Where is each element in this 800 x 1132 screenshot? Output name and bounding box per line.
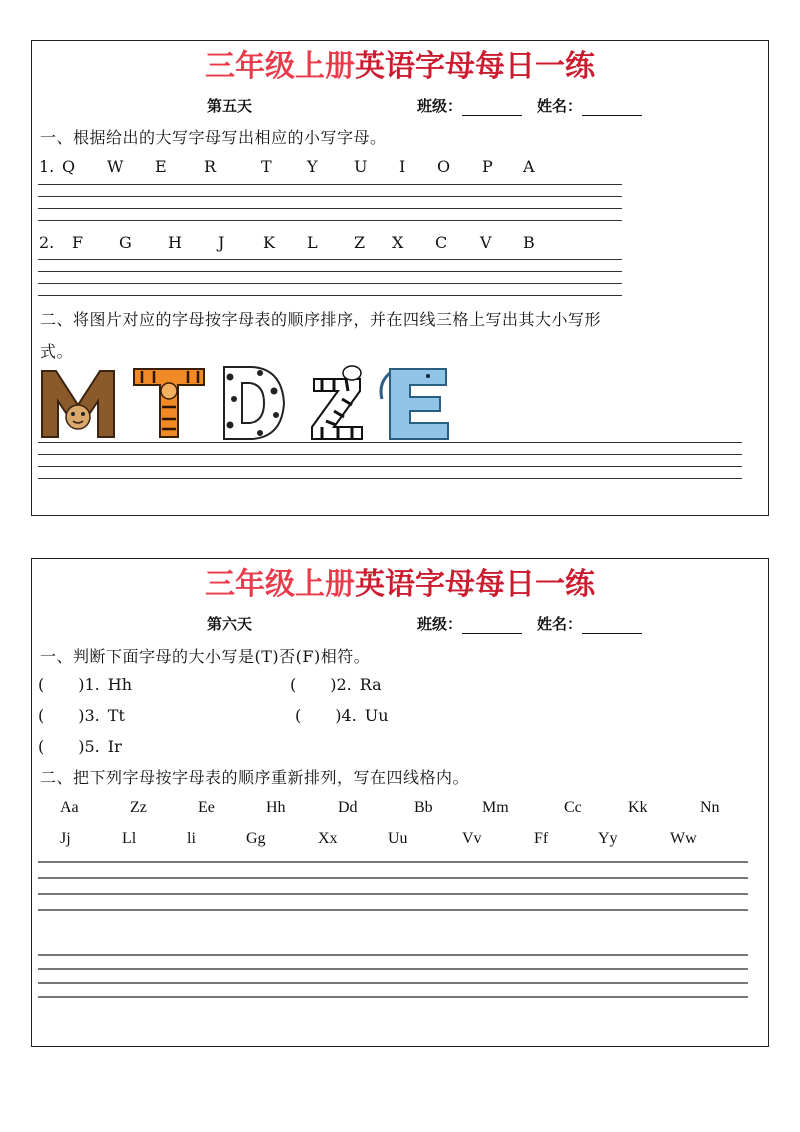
writing-line [38,968,748,970]
uppercase-letter: L [307,233,318,252]
writing-line [38,196,622,197]
uppercase-letter: J [218,233,225,252]
open-paren: ( [290,675,297,694]
letter-pair: Bb [414,799,433,816]
name-label: 姓名： [537,97,583,115]
day-label: 第五天 [207,97,253,115]
uppercase-letter: Z [354,233,366,252]
row-number-2: 2. [39,233,55,252]
item-number: )1. [78,675,100,694]
writing-line [38,893,748,895]
letter-pair: Vv [462,830,482,847]
letter-pair: Xx [318,830,338,847]
zebra-letter-z-icon [312,366,362,439]
uppercase-letter: A [523,157,535,176]
letter-pair: Zz [130,799,147,816]
item-number: )2. [330,675,352,694]
letter-pair: Aa [60,799,79,816]
letter-pair: Ra [359,675,382,694]
writing-line [38,259,622,260]
class-label: 班级： [417,615,463,633]
class-field [417,95,522,116]
uppercase-letter: V [480,233,492,252]
writing-line [38,478,742,479]
writing-line [38,442,742,443]
uppercase-letter: G [119,233,132,252]
title-subject: 英语字母每日一练 [355,49,595,84]
letter-pair: Tt [107,706,125,725]
writing-line [38,184,622,185]
uppercase-letter: I [399,157,406,176]
name-field [537,95,642,116]
uppercase-letter: C [435,233,448,252]
uppercase-letter: Q [62,157,76,176]
tiger-letter-t-icon [134,369,204,437]
uppercase-letter: F [72,233,84,252]
letter-pair: Yy [598,830,618,847]
dalmatian-letter-d-icon [224,367,284,439]
tf-item-1 [38,675,132,694]
item-number: )4. [335,706,357,725]
letter-pair: Kk [628,799,648,816]
animal-letters-picture [38,363,478,443]
writing-line [38,295,622,296]
question-2-line-1: 二、将图片对应的字母按字母表的顺序排序，并在四线三格上写出其大小写形 [40,310,602,329]
worksheet-day6 [31,558,769,1047]
writing-line [38,954,748,956]
letter-pair: Mm [482,799,509,816]
writing-line [38,909,748,911]
uppercase-letter: E [155,157,167,176]
open-paren: ( [295,706,302,725]
writing-line [38,454,742,455]
letter-pair: Hh [266,799,286,816]
letter-pair: Ee [198,799,215,816]
letter-pair: Uu [364,706,389,725]
uppercase-letter: Y [307,157,318,176]
letter-pair: li [187,830,196,847]
title-grade: 三年级上册 [205,49,355,84]
question-1: 一、根据给出的大写字母写出相应的小写字母。 [40,128,387,147]
monkey-letter-m-icon [42,371,114,437]
class-label: 班级： [417,97,463,115]
item-number: )5. [78,737,100,756]
uppercase-letter: R [204,157,217,176]
class-field [417,613,522,634]
letter-pair: Jj [60,830,71,847]
letter-pair: Gg [246,830,266,847]
letter-pair: Ir [107,737,122,756]
question-2-line-2: 式。 [40,342,74,361]
letter-pair: Ff [534,830,549,847]
writing-line [38,220,622,221]
writing-line [38,877,748,879]
letter-pair: Ww [670,830,697,847]
tf-item-2 [290,675,382,694]
writing-line [38,996,748,998]
tf-item-3 [38,706,125,725]
question-1: 一、判断下面字母的大小写是(T)否(F)相符。 [40,647,371,666]
class-blank[interactable] [462,617,522,634]
writing-line [38,982,748,984]
uppercase-letter: H [168,233,182,252]
uppercase-letter: O [437,157,451,176]
uppercase-letter: U [354,157,368,176]
worksheet-title [32,47,768,87]
letter-pair: Dd [338,799,358,816]
day-label: 第六天 [207,615,253,633]
uppercase-letter: W [107,157,124,176]
letter-pair: Hh [107,675,133,694]
uppercase-letter: X [392,233,404,252]
letter-pair: Ll [122,830,137,847]
letter-pair: Nn [700,799,720,816]
uppercase-letter: K [263,233,275,252]
open-paren: ( [38,706,45,725]
name-blank[interactable] [582,99,642,116]
open-paren: ( [38,675,45,694]
name-blank[interactable] [582,617,642,634]
worksheet-title [32,565,768,605]
title-subject: 英语字母每日一练 [355,567,595,602]
worksheet-day5 [31,40,769,516]
writing-line [38,861,748,863]
name-label: 姓名： [537,615,583,633]
uppercase-letter: P [482,157,493,176]
row-number-1: 1. [39,157,55,176]
open-paren: ( [38,737,45,756]
writing-line [38,208,622,209]
writing-line [38,271,622,272]
title-grade: 三年级上册 [205,567,355,602]
tf-item-4 [295,706,389,725]
uppercase-letter: T [261,157,272,176]
uppercase-letter: B [523,233,535,252]
class-blank[interactable] [462,99,522,116]
writing-line [38,283,622,284]
tf-item-5 [38,737,122,756]
elephant-letter-e-icon [381,369,448,439]
question-2: 二、把下列字母按字母表的顺序重新排列，写在四线格内。 [40,768,470,787]
letter-pair: Cc [564,799,582,816]
item-number: )3. [78,706,100,725]
name-field [537,613,642,634]
writing-line [38,466,742,467]
letter-pair: Uu [388,830,408,847]
